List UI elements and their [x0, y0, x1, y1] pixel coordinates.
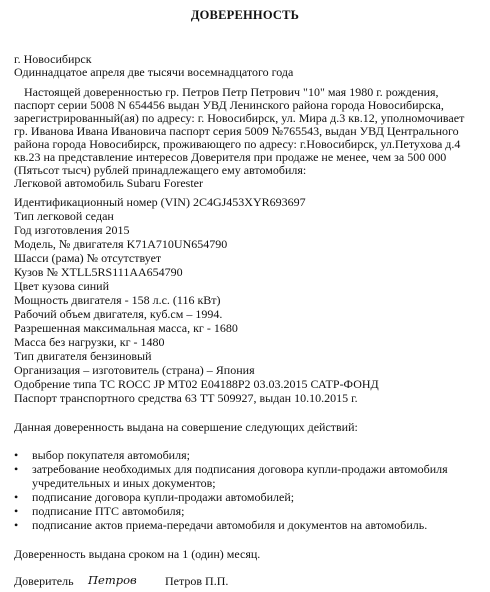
handwritten-signature: Петров — [88, 573, 137, 587]
action-item-continuation: учредительных и иных документов; — [32, 476, 216, 490]
bullet-icon: • — [14, 490, 19, 504]
vehicle-line: Идентификационный номер (VIN) 2C4GJ453XYR693697 — [14, 195, 306, 209]
actions-heading: Данная доверенность выдана на совершение следующих действий: — [14, 420, 358, 434]
vehicle-line: Год изготовления 2015 — [14, 223, 130, 237]
intro-line: района города Новосибирск, проживающего по адресу: г.Новосибирск, ул.Петухова д.4 — [14, 137, 461, 151]
vehicle-line: Шасси (рама) № отсутствует — [14, 251, 162, 265]
action-item: подписание договора купли-продажи автомобилей; — [32, 490, 295, 504]
vehicle-line: Тип легковой седан — [14, 209, 114, 223]
vehicle-line: Паспорт транспортного средства 63 ТТ 509927, выдан 10.10.2015 г. — [14, 391, 358, 405]
vehicle-line: Кузов № XTLL5RS111AA654790 — [14, 265, 183, 279]
vehicle-line: Рабочий объем двигателя, куб.см – 1994. — [14, 307, 223, 321]
document-title: ДОВЕРЕННОСТЬ — [190, 8, 300, 22]
bullet-icon: • — [14, 504, 19, 518]
intro-line: (Пятьсот тысч) рублей принадлежащего ему автомобиля: — [14, 163, 307, 177]
intro-line: кв.23 на представление интересов Доверителя при продаже не менее, чем за 500 000 — [14, 150, 447, 164]
intro-line: паспорт серии 5008 N 654456 выдан УВД Ленинского района города Новосибирска, — [14, 98, 444, 112]
vehicle-line: Разрешенная максимальная масса, кг - 1680 — [14, 321, 238, 335]
intro-line: Настоящей доверенностью гр. Петров Петр Петрович "10" мая 1980 г. рождения, — [24, 85, 439, 99]
vehicle-line: Одобрение типа ТС ROCC JP MT02 E04188P2 03.03.2015 САТР-ФОНД — [14, 377, 379, 391]
vehicle-line: Модель, № двигателя K71A710UN654790 — [14, 237, 228, 251]
action-item: подписание актов приема-передачи автомобиля и документов на автомобиль. — [32, 518, 428, 532]
action-item: выбор покупателя автомобиля; — [32, 448, 190, 462]
intro-line: зарегистрированный(ая) по адресу: г. Новосибирск, ул. Мира д.3 кв.12, уполномочивает — [14, 111, 465, 125]
signatory-name: Петров П.П. — [165, 574, 229, 588]
vehicle-line: Организация – изготовитель (страна) – Япония — [14, 363, 255, 377]
action-item: подписание ПТС автомобиля; — [32, 504, 185, 518]
vehicle-line: Мощность двигателя - 158 л.с. (116 кВт) — [14, 293, 221, 307]
vehicle-line: Легковой автомобиль Subaru Forester — [14, 176, 203, 190]
city-line: г. Новосибирск — [14, 52, 92, 66]
vehicle-line: Масса без нагрузки, кг - 1480 — [14, 335, 165, 349]
bullet-icon: • — [14, 462, 19, 476]
bullet-icon: • — [14, 448, 19, 462]
intro-line: гр. Иванова Ивана Ивановича паспорт серия 5009 №765543, выдан УВД Центрального — [14, 124, 459, 138]
validity-line: Доверенность выдана сроком на 1 (один) месяц. — [14, 547, 261, 561]
action-item: затребование необходимых для подписания договора купли-продажи автомобиля — [32, 462, 448, 476]
date-line: Одиннадцатое апреля две тысячи восемнадцатого года — [14, 65, 294, 79]
bullet-icon: • — [14, 518, 19, 532]
vehicle-line: Тип двигателя бензиновый — [14, 349, 152, 363]
vehicle-line: Цвет кузова синий — [14, 279, 110, 293]
signature-label: Доверитель — [14, 574, 74, 588]
